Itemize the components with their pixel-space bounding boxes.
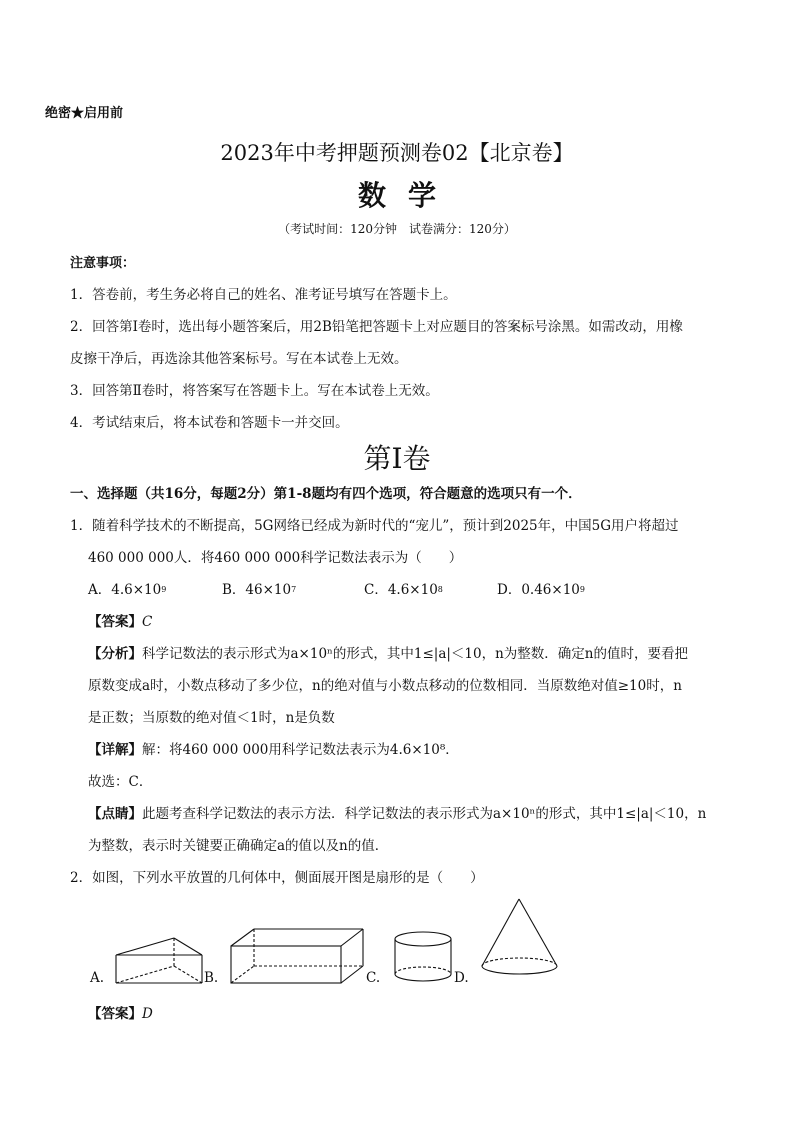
q1-detail: 【详解】解：将460 000 000用科学记数法表示为4.6×10⁸． xyxy=(88,742,459,758)
note-item-3: 3．回答第Ⅱ卷时，将答案写在答题卡上。写在本试卷上无效。 xyxy=(70,383,439,399)
q1-stem-line2: 460 000 000人．将460 000 000科学记数法表示为（ ） xyxy=(88,550,463,566)
q2-stem: 2．如图，下列水平放置的几何体中，侧面展开图是扇形的是（ ） xyxy=(70,870,484,886)
q2-option-c-label: C. xyxy=(366,970,381,986)
q2-option-a-label: A. xyxy=(90,970,105,986)
cuboid-figure xyxy=(228,926,366,986)
q2-option-d-label: D. xyxy=(454,970,469,986)
q1-analysis-line3: 是正数；当原数的绝对值＜1时，n是负数 xyxy=(88,710,335,726)
section-instruction: 一、选择题（共16分，每题2分）第1-8题均有四个选项，符合题意的选项只有一个． xyxy=(70,486,582,502)
q1-option-d: D．$0.46\times 10^9$ xyxy=(497,582,585,598)
q1-option-c: C．$4.6\times 10^8$ xyxy=(364,582,443,598)
note-item-1: 1．答卷前，考生务必将自己的姓名、准考证号填写在答题卡上。 xyxy=(70,287,457,303)
q1-answer: 【答案】C xyxy=(88,614,153,630)
exam-time-info: （考试时间：120分钟 试卷满分：120分） xyxy=(278,222,516,236)
q2-option-b-label: B. xyxy=(204,970,219,986)
q1-choose: 故选：C． xyxy=(88,774,153,790)
cone-figure xyxy=(478,896,562,980)
q2-answer: 【答案】D xyxy=(88,1006,153,1022)
q1-option-a: A．$4.6\times 10^9$ xyxy=(88,582,167,598)
q1-stem-line1: 1．随着科学技术的不断提高，5G网络已经成为新时代的“宠儿”，预计到2025年，中国5G用户将超过 xyxy=(70,518,679,534)
exam-title: 2023年中考押题预测卷02【北京卷】 xyxy=(220,141,574,165)
note-item-2-cont: 皮擦干净后，再选涂其他答案标号。写在本试卷上无效。 xyxy=(70,351,408,367)
notes-title: 注意事项： xyxy=(70,256,136,271)
section-title: 第Ⅰ卷 xyxy=(363,442,431,475)
q1-comment-line1: 【点睛】此题考查科学记数法的表示方法．科学记数法的表示形式为a×10ⁿ的形式，其中1≤|a|＜10，n xyxy=(88,806,707,822)
q1-comment-line2: 为整数，表示时关键要正确确定a的值以及n的值． xyxy=(88,838,389,854)
subject-title: 数学 xyxy=(357,179,458,212)
q1-analysis-line2: 原数变成a时，小数点移动了多少位，n的绝对值与小数点移动的位数相同．当原数绝对值≥10时，n xyxy=(88,678,682,694)
cylinder-figure xyxy=(392,930,454,984)
confidential-label: 绝密★启用前 xyxy=(45,106,124,121)
note-item-2: 2．回答第Ⅰ卷时，选出每小题答案后，用2B铅笔把答题卡上对应题目的答案标号涂黑。如需改动，用橡 xyxy=(70,319,683,335)
note-item-4: 4．考试结束后，将本试卷和答题卡一并交回。 xyxy=(70,415,349,431)
q1-option-b: B．$46\times 10^7$ xyxy=(222,582,297,598)
triangular-prism-figure xyxy=(110,935,210,987)
q1-analysis-line1: 【分析】科学记数法的表示形式为a×10ⁿ的形式，其中1≤|a|＜10，n为整数．确定n的值时，要看把 xyxy=(88,646,688,662)
